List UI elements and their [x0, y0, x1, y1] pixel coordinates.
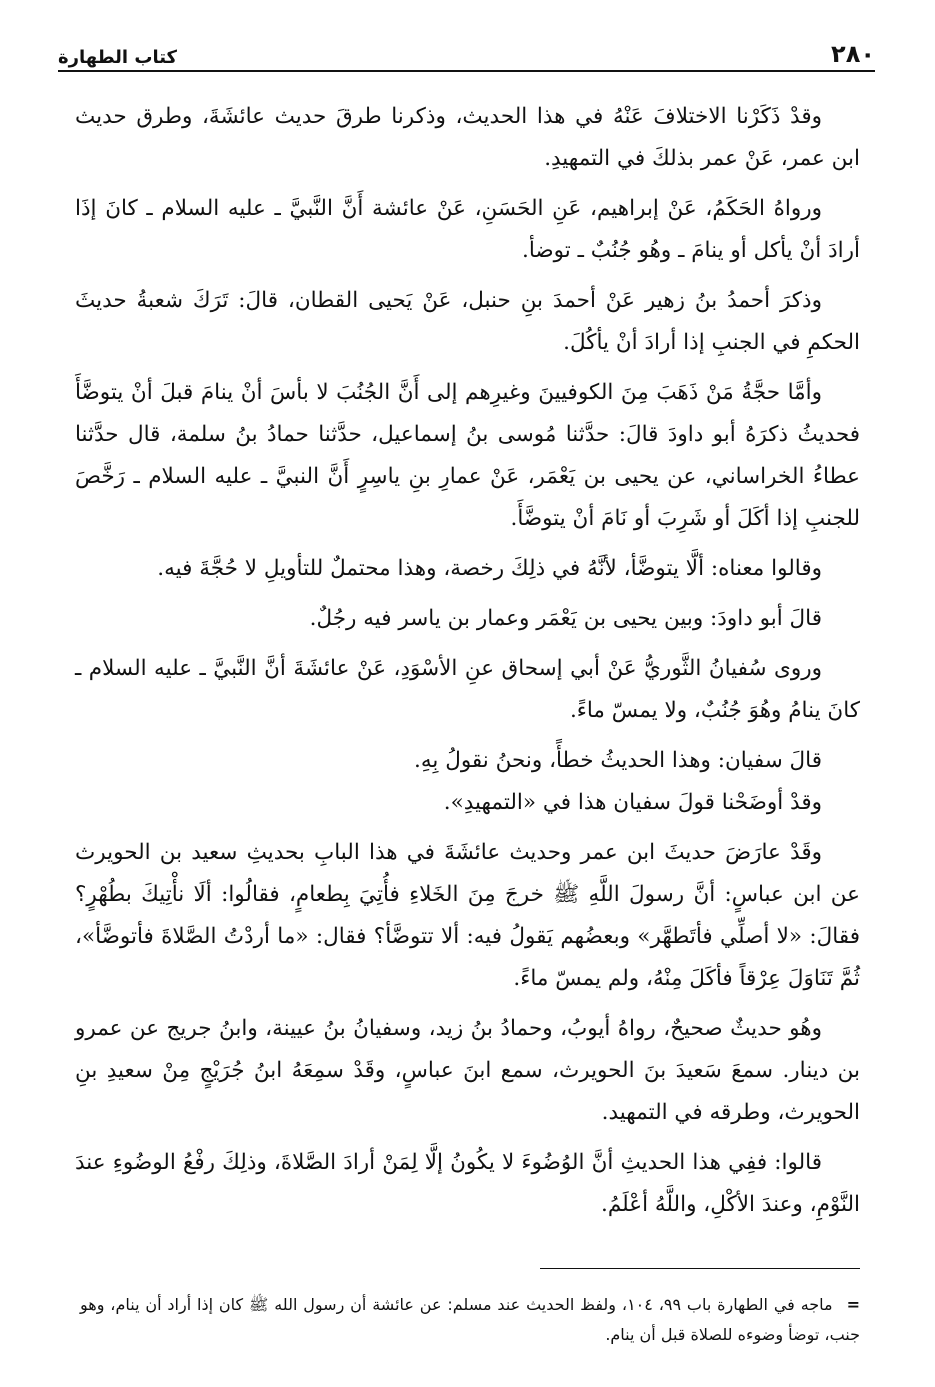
paragraph: وروى سُفيانُ الثَّوريُّ عَنْ أبي إسحاق عنِ الأسْوَدِ، عَنْ عائشَةَ أنَّ النَّبيَّ ـ عليه السلام ـ كانَ ينامُ وهُوَ جُنُبٌ، ولا يمسّ ماءً. [75, 656, 860, 723]
paragraph: ورواهُ الحَكَمُ، عَنْ إبراهيم، عَنِ الحَسَنِ، عَنْ عائشة أَنَّ النَّبيَّ ـ عليه السلام ـ كانَ إذَا أرادَ أنْ يأكل أو ينامَ ـ وهُو جُنُبٌ ـ توضأ. [75, 196, 860, 263]
running-header [58, 36, 875, 72]
paragraph: وذكرَ أحمدُ بنُ زهير عَنْ أحمدَ بنِ حنبل، عَنْ يَحيى القطان، قالَ: تَرَكَ شعبةُ حديثَ الحكمِ في الجنبِ إذا أرادَ أنْ يأكُلَ. [75, 288, 860, 355]
footnote-continuation-marker: = [846, 1295, 860, 1314]
footnote [80, 1290, 860, 1350]
paragraph: قالَ سفيان: وهذا الحديثُ خطأً، ونحنُ نقولُ بِهِ. [414, 748, 822, 773]
footnote-divider [540, 1268, 860, 1269]
paragraph: قالوا: ففِي هذا الحديثِ أنَّ الوُضُوءَ لا يكُونُ إلَّا لِمَنْ أرادَ الصَّلاةَ، وذلِكَ رفْعُ الوضُوءِ عندَ النَّوْمِ، وعندَ الأكْلِ، واللَّهُ أعْلَمُ. [75, 1150, 860, 1217]
paragraph: وقالوا معناه: ألَّا يتوضَّأ، لأنَّهُ في ذلِكَ رخصة، وهذا محتملٌ للتأويلِ لا حُجَّةَ فيه. [157, 556, 822, 581]
main-text [75, 96, 860, 1234]
paragraph: وأمَّا حجَّةُ مَنْ ذَهَبَ مِنَ الكوفيينَ وغيرِهم إلى أَنَّ الجُنُبَ لا بأسَ أنْ ينامَ قبلَ أنْ يتوضَّأَ فحديثُ ذكرَهُ أبو داودَ قالَ: حدَّثنا مُوسى بنُ إسماعيل، حدَّثنا حمادُ بنُ سلمة، قال حدَّثنا عطاءُ الخراساني، عن يحيى بن يَعْمَر، عَنْ عمارِ بنِ ياسِرٍ أَنَّ النبيَّ ـ عليه السلام ـ رَخَّصَ للجنبِ إذا أكَلَ أو شَرِبَ أو نَامَ أنْ يتوضَّأَ. [75, 380, 860, 531]
paragraph: وهُو حديثٌ صحيحٌ، رواهُ أيوبُ، وحمادُ بنُ زيد، وسفيانُ بنُ عيينة، وابنُ جريج عن عمرو بن دينار. سمعَ سَعيدَ بنَ الحويرث، سمع ابنَ عباسٍ، وقَدْ سمِعَهُ ابنُ جُرَيْجٍ مِنْ سعيدِ بنِ الحويرث، وطرقه في التمهيد. [75, 1016, 860, 1125]
page-number: ٢٨٠ [823, 40, 875, 68]
paragraph: قالَ أبو داودَ: وبين يحيى بن يَعْمَر وعمار بن ياسر فيه رجُلٌ. [309, 606, 822, 631]
paragraph: وقدْ ذَكَرْنا الاختلافَ عَنْهُ في هذا الحديث، وذكرنا طرقَ حديث عائشَةَ، وطرق حديث ابن عمر، عَنْ عمر بذلكَ في التمهيدِ. [75, 104, 860, 171]
paragraph: وقدْ أوضَحْنا قولَ سفيان هذا في «التمهيدِ». [443, 790, 822, 815]
footnote-text: ماجه في الطهارة باب ٩٩، ١٠٤، ولفظ الحديث عند مسلم: عن عائشة أن رسول الله ﷺ كان إذا أراد أن ينام، وهو جنب، توضأ وضوءه للصلاة قبل أن ينام. [80, 1295, 860, 1344]
chapter-title: كتاب الطهارة [58, 47, 185, 68]
paragraph: وقَدْ عارَضَ حديثَ ابن عمر وحديث عائشَةَ في هذا البابِ بحديثِ سعيد بن الحويرث عن ابن عباسٍ: أنَّ رسولَ اللَّهِ ﷺ خرجَ مِنَ الخَلاءِ فأُتِيَ بِطعامٍ، فقالُوا: ألَا نأْتِيكَ بطُهْرٍ؟ فقالَ: «لا أصلِّي فأتَطهَّر» وبعضُهم يَقولُ فيه: ألا تتوضَّأ؟ فقال: «ما أردْتُ الصَّلاةَ فأتوضَّأ»، ثُمَّ تَنَاوَلَ عِرْقاً فأكَلَ مِنْهُ، ولم يمسّ ماءً. [75, 840, 860, 991]
